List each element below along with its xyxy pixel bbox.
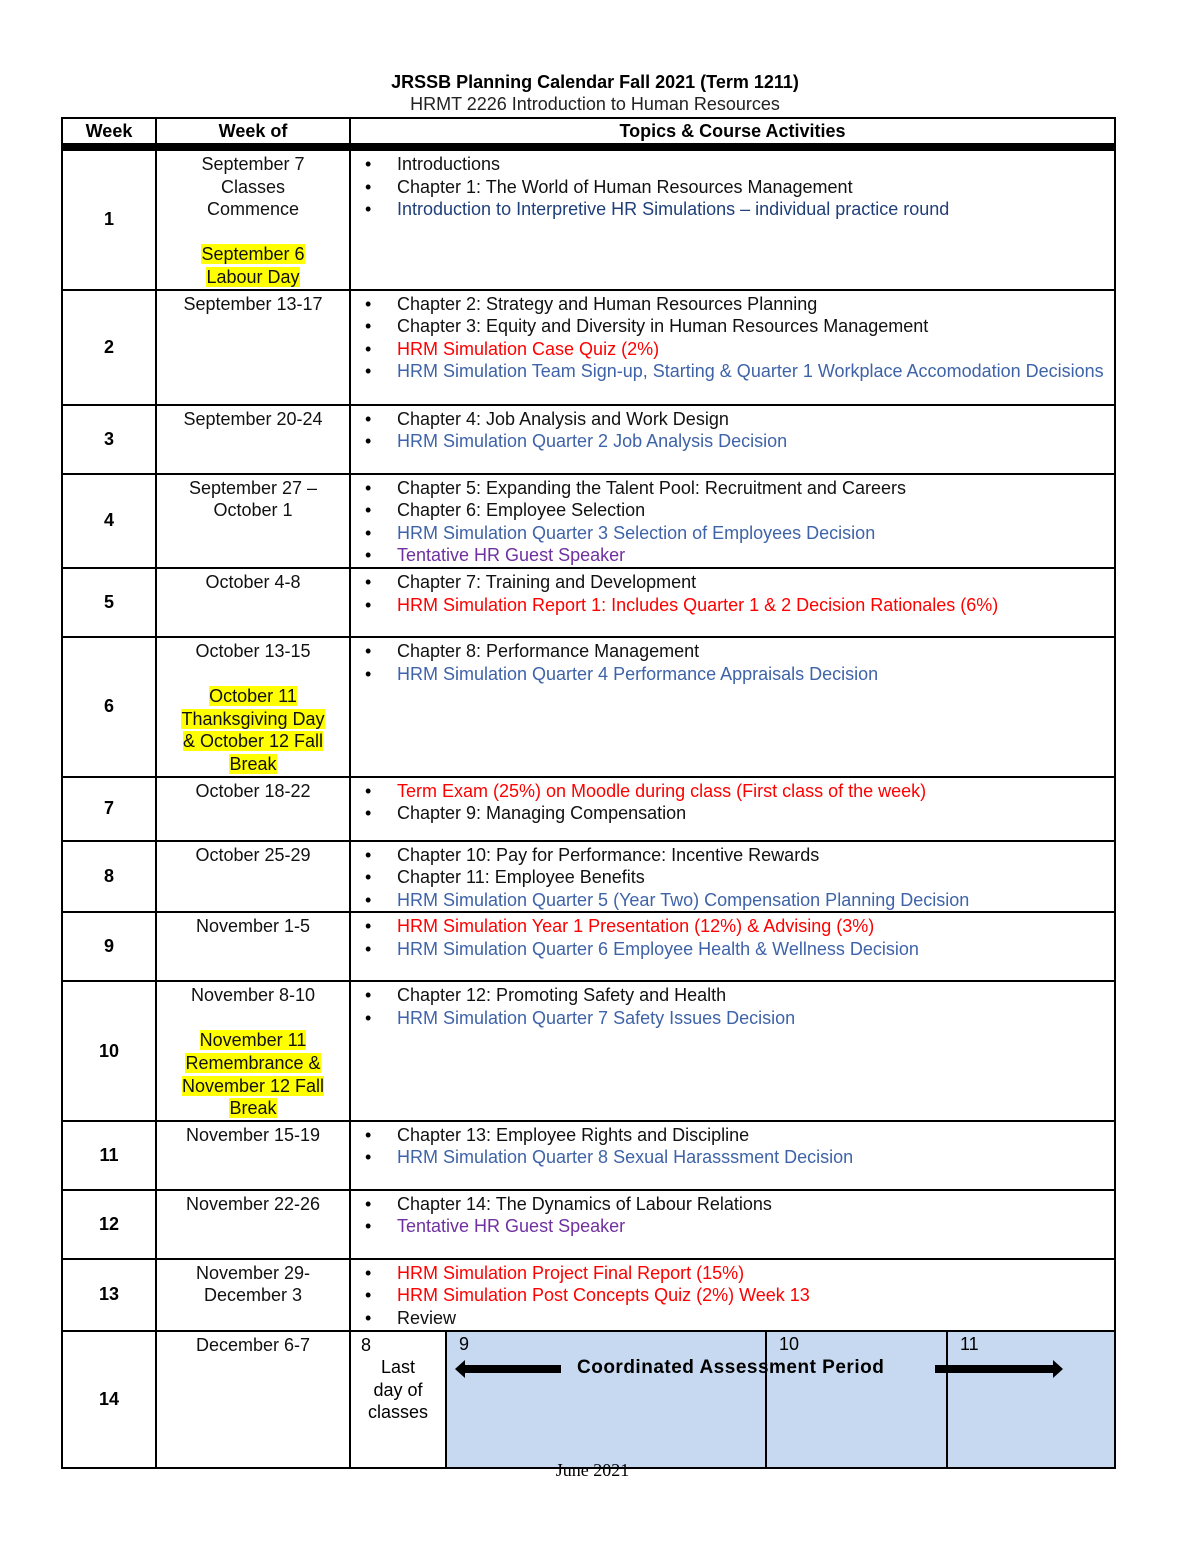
topic-item: • Chapter 1: The World of Human Resources Management <box>351 176 1114 199</box>
table-row-week-7 <box>62 777 1115 841</box>
topics-cell <box>350 777 1115 841</box>
week-of-line: November 29- <box>195 1262 311 1283</box>
holiday-highlight: Break <box>229 1098 277 1119</box>
table-row-week-9 <box>62 912 1115 981</box>
week-of-cell <box>156 777 350 841</box>
week-of-cell <box>156 474 350 568</box>
table-row-week-3 <box>62 405 1115 474</box>
week-number: 8 <box>62 841 156 913</box>
week-number: 13 <box>62 1259 156 1331</box>
topics-list <box>351 153 1114 221</box>
holiday-highlight: October 11 <box>209 686 297 707</box>
week-of-line: Commence <box>206 199 300 220</box>
topic-item: • Chapter 9: Managing Compensation <box>351 802 1114 825</box>
topics-list <box>351 408 1114 453</box>
day-11-cell <box>948 1332 1114 1467</box>
day-10-number: 10 <box>779 1333 800 1354</box>
topics-list <box>351 571 1114 616</box>
topics-list <box>351 477 1114 567</box>
table-row-week-11 <box>62 1121 1115 1190</box>
assessment-period <box>447 1332 1114 1467</box>
spacer <box>157 221 349 244</box>
week-number: 11 <box>62 1121 156 1190</box>
topics-cell <box>350 568 1115 637</box>
topics-cell <box>350 405 1115 474</box>
topic-item: • HRM Simulation Team Sign-up, Starting & Quarter 1 Workplace Accomodation Decisions <box>351 360 1114 383</box>
spacer <box>157 663 349 686</box>
topic-item: • Review <box>351 1307 1114 1330</box>
topic-item: • HRM Simulation Quarter 7 Safety Issues Decision <box>351 1007 1114 1030</box>
table-row-week-8 <box>62 841 1115 913</box>
topics-cell <box>350 637 1115 777</box>
day-8-number: 8 <box>361 1334 372 1355</box>
topic-item: • HRM Simulation Quarter 8 Sexual Harasssment Decision <box>351 1146 1114 1169</box>
table-row-week-1 <box>62 147 1115 290</box>
calendar-table-frame <box>61 117 1116 1454</box>
topics-list <box>351 844 1114 912</box>
week-of-line: November 22-26 <box>185 1193 321 1214</box>
topic-item: • HRM Simulation Quarter 5 (Year Two) Compensation Planning Decision <box>351 889 1114 912</box>
week-number: 4 <box>62 474 156 568</box>
topics-list <box>351 915 1114 960</box>
day-9-number: 9 <box>459 1333 470 1354</box>
week-of-cell <box>156 841 350 913</box>
week-number: 1 <box>62 147 156 290</box>
spacer <box>157 1007 349 1030</box>
holiday-line <box>157 1029 349 1052</box>
holiday-line <box>157 685 349 708</box>
week-of-line: September 27 – <box>188 477 318 498</box>
topic-item: • Chapter 2: Strategy and Human Resources Planning <box>351 293 1114 316</box>
holiday-highlight: & October 12 Fall <box>182 731 324 752</box>
holiday-line <box>157 708 349 731</box>
topic-item: • Chapter 4: Job Analysis and Work Design <box>351 408 1114 431</box>
table-row-week-4 <box>62 474 1115 568</box>
holiday-highlight: Remembrance & <box>185 1053 321 1074</box>
week-of-cell <box>156 1331 350 1468</box>
topic-item: • Chapter 12: Promoting Safety and Health <box>351 984 1114 1007</box>
header-week-of: Week of <box>156 118 350 147</box>
week-number: 3 <box>62 405 156 474</box>
week14-days <box>351 1332 1114 1467</box>
topic-item: • Chapter 7: Training and Development <box>351 571 1114 594</box>
topic-item: • HRM Simulation Year 1 Presentation (12%) & Advising (3%) <box>351 915 1114 938</box>
holiday-line <box>157 1052 349 1075</box>
topic-item: • Chapter 13: Employee Rights and Discipline <box>351 1124 1114 1147</box>
week-of-line: December 6-7 <box>195 1334 311 1355</box>
table-row-week-5 <box>62 568 1115 637</box>
table-row-week-10 <box>62 981 1115 1121</box>
week-of-line: October 4-8 <box>205 571 301 592</box>
last-day-label-line: Last <box>380 1357 416 1378</box>
table-row-week-12 <box>62 1190 1115 1259</box>
topic-item: • Chapter 8: Performance Management <box>351 640 1114 663</box>
topics-cell <box>350 912 1115 981</box>
holiday-line <box>157 266 349 289</box>
week-of-cell <box>156 147 350 290</box>
topics-cell <box>350 290 1115 405</box>
holiday-line <box>157 1097 349 1120</box>
week-of-cell <box>156 1190 350 1259</box>
header-topics: Topics & Course Activities <box>350 118 1115 147</box>
holiday-highlight: November 11 <box>199 1030 307 1051</box>
arrow-left-shaft <box>463 1365 561 1373</box>
topic-item: • HRM Simulation Case Quiz (2%) <box>351 338 1114 361</box>
week-number: 9 <box>62 912 156 981</box>
week-of-line: October 13-15 <box>195 640 311 661</box>
week-of-line: October 18-22 <box>195 780 311 801</box>
week-number: 6 <box>62 637 156 777</box>
week-of-line: November 1-5 <box>195 916 311 937</box>
topic-item: • Chapter 6: Employee Selection <box>351 499 1114 522</box>
arrow-right-shaft <box>935 1365 1055 1373</box>
topics-cell <box>350 1259 1115 1331</box>
topic-item: • Chapter 14: The Dynamics of Labour Relations <box>351 1193 1114 1216</box>
topic-item: • HRM Simulation Post Concepts Quiz (2%) Week 13 <box>351 1284 1114 1307</box>
day-10-cell <box>767 1332 948 1467</box>
topic-item: • Chapter 10: Pay for Performance: Incentive Rewards <box>351 844 1114 867</box>
topics-list <box>351 293 1114 383</box>
topic-item: • Chapter 11: Employee Benefits <box>351 866 1114 889</box>
week-of-line: December 3 <box>203 1285 303 1306</box>
holiday-line <box>157 1075 349 1098</box>
topics-list <box>351 1193 1114 1238</box>
week-of-cell <box>156 568 350 637</box>
last-day-label-line: classes <box>367 1402 429 1423</box>
day-11-number: 11 <box>960 1333 979 1354</box>
holiday-line <box>157 243 349 266</box>
holiday-line <box>157 730 349 753</box>
week-of-cell <box>156 290 350 405</box>
assessment-period-label: Coordinated Assessment Period <box>577 1356 885 1378</box>
table-header-row <box>62 118 1115 147</box>
topics-cell <box>350 1190 1115 1259</box>
table-body <box>62 147 1115 1331</box>
topics-cell <box>350 474 1115 568</box>
week-of-line: October 25-29 <box>195 844 311 865</box>
week-of-line: November 15-19 <box>185 1124 321 1145</box>
week-of-cell <box>156 981 350 1121</box>
week-of-line: October 1 <box>213 500 293 521</box>
holiday-highlight: Labour Day <box>206 266 300 287</box>
holiday-highlight: November 12 Fall <box>181 1075 325 1096</box>
week-of-cell <box>156 912 350 981</box>
topics-list <box>351 640 1114 685</box>
document-title: JRSSB Planning Calendar Fall 2021 (Term 1211) <box>391 72 799 92</box>
topic-item: • HRM Simulation Quarter 2 Job Analysis Decision <box>351 430 1114 453</box>
topic-item: • Chapter 3: Equity and Diversity in Human Resources Management <box>351 315 1114 338</box>
week-of-cell <box>156 637 350 777</box>
week-of-line: September 13-17 <box>183 293 323 314</box>
day-8-cell <box>351 1332 447 1467</box>
topic-item: • HRM Simulation Quarter 4 Performance Appraisals Decision <box>351 663 1114 686</box>
week-number: 5 <box>62 568 156 637</box>
calendar-table <box>61 117 1116 1469</box>
week-number: 12 <box>62 1190 156 1259</box>
week-of-line: Classes <box>220 176 286 197</box>
topic-item: • Introductions <box>351 153 1114 176</box>
table-row-week-14 <box>62 1331 1115 1468</box>
topic-item: • Term Exam (25%) on Moodle during class (First class of the week) <box>351 780 1114 803</box>
topics-list <box>351 780 1114 825</box>
topics-cell <box>350 981 1115 1121</box>
day-9-cell <box>447 1332 767 1467</box>
holiday-highlight: Break <box>229 753 277 774</box>
topic-item: • Tentative HR Guest Speaker <box>351 544 1114 567</box>
week-number: 10 <box>62 981 156 1121</box>
topic-item: • HRM Simulation Report 1: Includes Quarter 1 & 2 Decision Rationales (6%) <box>351 594 1114 617</box>
topic-item: • Chapter 5: Expanding the Talent Pool: Recruitment and Careers <box>351 477 1114 500</box>
week-number: 7 <box>62 777 156 841</box>
week-of-line: September 20-24 <box>183 408 323 429</box>
arrow-right-icon <box>1053 1360 1063 1378</box>
week-number: 14 <box>62 1331 156 1468</box>
holiday-line <box>157 753 349 776</box>
topics-cell <box>350 841 1115 913</box>
topics-list <box>351 984 1114 1029</box>
week-of-cell <box>156 1259 350 1331</box>
week-of-line: September 7 <box>201 154 305 174</box>
topics-list <box>351 1124 1114 1169</box>
topics-cell <box>350 1121 1115 1190</box>
header-week: Week <box>62 118 156 147</box>
week-of-line: November 8-10 <box>190 985 316 1006</box>
week-number: 2 <box>62 290 156 405</box>
table-row-week-6 <box>62 637 1115 777</box>
holiday-highlight: Thanksgiving Day <box>181 708 325 729</box>
topic-item: • HRM Simulation Quarter 3 Selection of Employees Decision <box>351 522 1114 545</box>
week-of-cell <box>156 1121 350 1190</box>
topics-cell <box>350 1331 1115 1468</box>
topic-item: • HRM Simulation Quarter 6 Employee Health & Wellness Decision <box>351 938 1114 961</box>
topic-item: • HRM Simulation Project Final Report (15%) <box>351 1262 1114 1285</box>
week-of-cell <box>156 405 350 474</box>
document-subtitle: HRMT 2226 Introduction to Human Resources <box>410 94 780 114</box>
table-row-week-2 <box>62 290 1115 405</box>
topic-item: • Tentative HR Guest Speaker <box>351 1215 1114 1238</box>
topics-cell <box>350 147 1115 290</box>
last-day-label-line: day of <box>373 1379 423 1400</box>
topic-item: • Introduction to Interpretive HR Simulations – individual practice round <box>351 198 1114 221</box>
topics-list <box>351 1262 1114 1330</box>
holiday-highlight: September 6 <box>201 244 305 265</box>
footer-date: June 2021 <box>555 1460 630 1480</box>
table-row-week-13 <box>62 1259 1115 1331</box>
